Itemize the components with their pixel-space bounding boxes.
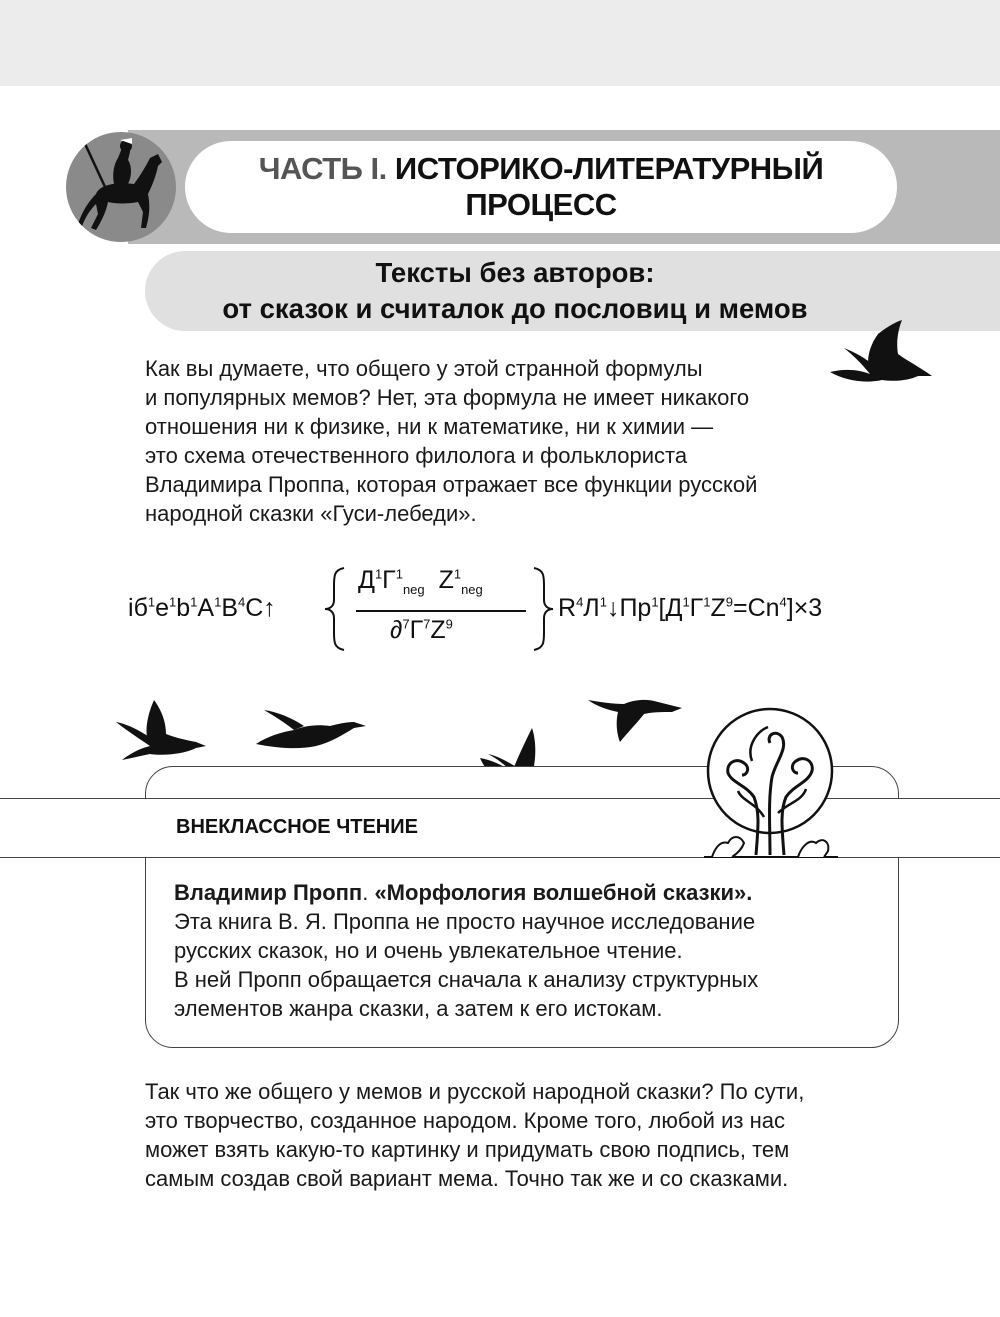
post-symbol: ↓Пр — [606, 594, 652, 622]
goose-icon — [586, 692, 686, 744]
goose-icon — [114, 694, 210, 764]
pre-superscript: 1 — [147, 594, 156, 610]
num-c: Z — [438, 566, 454, 594]
conclusion-line: Так что же общего у мемов и русской народной сказки? По сути, — [145, 1079, 805, 1104]
conclusion-line: самым создав свой вариант мема. Точно так же и со сказками. — [145, 1166, 789, 1191]
part-title-pill — [185, 141, 897, 233]
pre-symbol: B — [221, 594, 239, 622]
pre-symbol: A — [197, 594, 215, 622]
post-superscript: 1 — [682, 594, 690, 610]
box-line: Эта книга В. Я. Проппа не просто научное исследование — [174, 909, 756, 934]
pre-symbol: b — [176, 594, 191, 622]
pre-symbol: б — [133, 594, 148, 622]
intro-line: и популярных мемов? Нет, эта формула не имеет никакого — [145, 385, 750, 410]
intro-paragraph — [145, 354, 845, 528]
part-title-first: ИСТОРИКО-ЛИТЕРАТУРНЫЙ — [394, 151, 824, 186]
post-symbol: Л — [583, 594, 600, 622]
post-symbol: [Д — [658, 594, 683, 622]
chapter-title-line1: Тексты без авторов: — [375, 257, 655, 288]
goose-icon — [254, 704, 370, 752]
top-margin-band — [0, 0, 1000, 86]
pre-superscript: 1 — [169, 594, 177, 610]
formula-suffix — [558, 594, 822, 623]
extra-reading-band — [0, 798, 1000, 858]
pre-symbol: і — [128, 594, 134, 622]
pre-symbol: C↑ — [245, 594, 276, 622]
part-title-line1 — [259, 151, 824, 187]
num-a: Д — [358, 566, 375, 594]
post-superscript: 9 — [725, 594, 733, 610]
left-brace — [322, 566, 348, 652]
den-superscript: 7 — [423, 616, 431, 632]
post-symbol: Г — [689, 594, 704, 622]
intro-line: Владимира Проппа, которая отражает все функции русской — [145, 472, 758, 497]
knight-on-horse-icon — [66, 132, 176, 242]
propp-formula — [128, 566, 928, 652]
intro-line: это схема отечественного филолога и фольклориста — [145, 443, 688, 468]
formula-denominator — [390, 616, 453, 645]
post-symbol: ]×3 — [786, 594, 823, 622]
fraction-line — [356, 610, 526, 612]
book-end: . — [746, 880, 753, 905]
post-superscript: 4 — [576, 594, 584, 610]
chapter-title-line2: от сказок и считалок до пословиц и мемов — [222, 293, 808, 324]
tree-icon — [702, 705, 842, 861]
den-superscript: 7 — [402, 616, 410, 632]
extra-reading-text — [174, 878, 874, 1023]
box-line: русских сказок, но и очень увлекательное чтение. — [174, 938, 683, 963]
right-brace — [530, 566, 556, 652]
pre-superscript: 4 — [238, 594, 246, 610]
conclusion-line: может взять какую-то картинку и придумать свою подпись, тем — [145, 1137, 790, 1162]
box-line: элементов жанра сказки, а затем к его истокам. — [174, 996, 663, 1021]
num-b-sup: 1 — [395, 566, 403, 582]
book-author: Владимир Пропп — [174, 880, 363, 905]
pre-superscript: 1 — [190, 594, 198, 610]
formula-prefix — [128, 594, 276, 623]
part-prefix: ЧАСТЬ I. — [258, 151, 387, 186]
chapter-title — [145, 255, 885, 327]
book-reference — [174, 878, 874, 907]
post-superscript: 4 — [779, 594, 787, 610]
pre-superscript: 1 — [214, 594, 222, 610]
post-symbol: Z — [710, 594, 726, 622]
intro-line: Как вы думаете, что общего у этой странной формулы — [145, 356, 703, 381]
num-a-sup: 1 — [374, 566, 383, 582]
den-symbol: ∂ — [390, 616, 403, 644]
box-line: В ней Пропп обращается сначала к анализу структурных — [174, 967, 759, 992]
num-b-sub: neg — [402, 582, 425, 597]
formula-numerator — [358, 566, 483, 595]
den-superscript: 9 — [445, 616, 453, 632]
post-superscript: 1 — [703, 594, 711, 610]
pre-symbol: е — [155, 594, 170, 622]
conclusion-line: это творчество, созданное народом. Кроме того, любой из нас — [145, 1108, 785, 1133]
num-c-sup: 1 — [453, 566, 462, 582]
den-symbol: Z — [430, 616, 446, 644]
book-title: «Морфология волшебной сказки» — [374, 880, 747, 905]
den-symbol: Г — [409, 616, 424, 644]
post-superscript: 1 — [599, 594, 607, 610]
book-sep: . — [362, 880, 375, 905]
post-symbol: R — [558, 594, 577, 622]
extra-reading-label: ВНЕКЛАССНОЕ ЧТЕНИЕ — [176, 816, 418, 838]
num-b: Г — [382, 566, 396, 594]
intro-line: народной сказки «Гуси-лебеди». — [145, 501, 477, 526]
num-c-sub: neg — [461, 582, 483, 597]
conclusion-paragraph — [145, 1077, 905, 1193]
intro-line: отношения ни к физике, ни к математике, ни к химии — — [145, 414, 714, 439]
post-superscript: 1 — [651, 594, 659, 610]
part-title-line2: ПРОЦЕСС — [465, 187, 617, 222]
post-symbol: =Сn — [732, 594, 780, 622]
